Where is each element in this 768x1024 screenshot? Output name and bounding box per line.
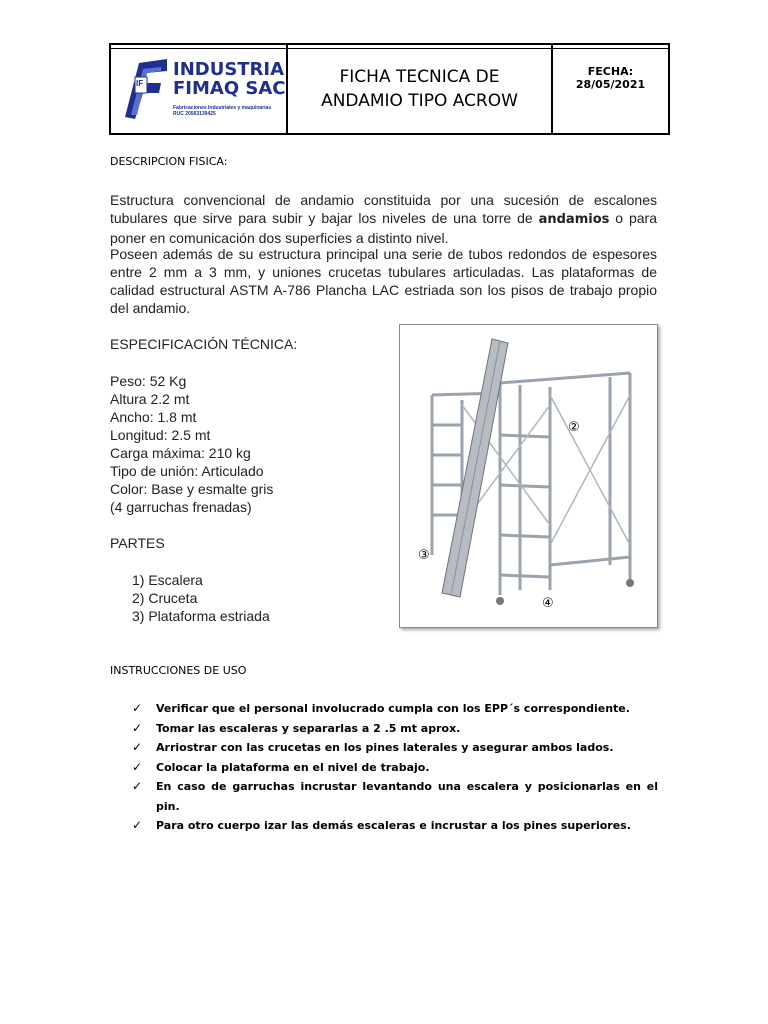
instrucciones-heading: INSTRUCCIONES DE USO xyxy=(110,664,247,677)
date-value: 28/05/2021 xyxy=(575,78,646,91)
especificacion-heading: ESPECIFICACIÓN TÉCNICA: xyxy=(110,336,298,352)
spec-item: Peso: 52 Kg xyxy=(110,373,187,389)
scaffold-illustration xyxy=(400,325,657,627)
spec-item: Altura 2.2 mt xyxy=(110,391,190,407)
descripcion-paragraph-2: Poseen además de su estructura principal una serie de tubos redondos de espesores entre 2 mm a 3 mm, y uniones crucetas tubulares articuladas. Las plataformas de calidad estructural ASTM A-786 Plancha LAC estriada son los pisos de trabajo propio del andamio. xyxy=(110,246,657,316)
date-cell xyxy=(553,45,668,133)
logo-emblem-icon xyxy=(121,57,171,121)
parte-item: 1) Escalera xyxy=(132,572,203,588)
spec-item: Tipo de unión: Articulado xyxy=(110,463,264,479)
parte-item: 2) Cruceta xyxy=(132,590,198,606)
logo-letters: IF xyxy=(136,79,144,88)
callout-base: ④ xyxy=(542,596,554,611)
title-line1: FICHA TECNICA DE xyxy=(339,67,500,87)
document-title xyxy=(315,65,524,113)
logo-cell xyxy=(111,45,288,133)
logo-ruc: RUC 20563139425 xyxy=(173,111,216,117)
logo-name xyxy=(173,60,286,98)
title-line2: ANDAMIO TIPO ACROW xyxy=(321,91,518,111)
list-item: ✓ Tomar las escaleras y separarlas a 2 .5 mt aprox. xyxy=(132,719,658,739)
checkmark-icon: ✓ xyxy=(132,759,143,774)
checkmark-icon: ✓ xyxy=(132,720,143,735)
spec-item: Ancho: 1.8 mt xyxy=(110,409,197,425)
spec-item: (4 garruchas frenadas) xyxy=(110,499,252,515)
checkmark-icon: ✓ xyxy=(132,818,143,832)
list-item: ✓ Arriostrar con las crucetas en los pines laterales y asegurar ambos lados. xyxy=(132,738,658,758)
list-item: ✓ Verificar que el personal involucrado cumpla con los EPP´s correspondiente. xyxy=(132,699,658,719)
scaffold-figure xyxy=(399,324,658,628)
checkmark-icon: ✓ xyxy=(132,779,143,793)
instrucciones-list xyxy=(132,699,658,836)
para1-text-b: o para poner en comunicación dos superficies a distinto nivel. xyxy=(110,210,657,246)
spec-item: Color: Base y esmalte gris xyxy=(110,481,274,497)
parte-item: 3) Plataforma estriada xyxy=(132,608,270,624)
spec-item: Longitud: 2.5 mt xyxy=(110,427,211,443)
logo-name-line1: INDUSTRIA xyxy=(173,59,285,80)
logo-tagline-text: Fabricaciones Industriales y maquinarias xyxy=(173,105,272,111)
title-cell xyxy=(288,45,553,133)
callout-cruceta: ② xyxy=(568,420,580,435)
descripcion-heading: DESCRIPCION FISICA: xyxy=(110,155,228,168)
para1-bold: andamios xyxy=(538,212,610,227)
logo-tagline xyxy=(173,105,271,117)
company-logo xyxy=(121,57,286,123)
partes-list xyxy=(132,571,270,625)
list-item: ✓ En caso de garruchas incrustar levantando una escalera y posicionarlas en el pin. xyxy=(132,779,658,813)
list-item: ✓ Colocar la plataforma en el nivel de trabajo. xyxy=(132,758,658,778)
list-item: ✓ Para otro cuerpo izar las demás escaleras e incrustar a los pines superiores. xyxy=(132,816,658,836)
header-table xyxy=(109,43,670,135)
checkmark-icon: ✓ xyxy=(132,701,143,715)
spec-list xyxy=(110,372,273,516)
para1-text-a: Estructura convencional de andamio constituida por una sucesión de escalones tubulares que sirve para subir y bajar los niveles de una torre de xyxy=(110,192,657,226)
callout-plataforma: ③ xyxy=(418,548,430,563)
date-label: FECHA: xyxy=(587,65,634,78)
logo-name-line2: FIMAQ SAC xyxy=(173,78,286,99)
descripcion-paragraph-1 xyxy=(110,191,657,247)
checkmark-icon: ✓ xyxy=(132,740,143,754)
partes-heading: PARTES xyxy=(110,535,165,551)
spec-item: Carga máxima: 210 kg xyxy=(110,445,251,461)
